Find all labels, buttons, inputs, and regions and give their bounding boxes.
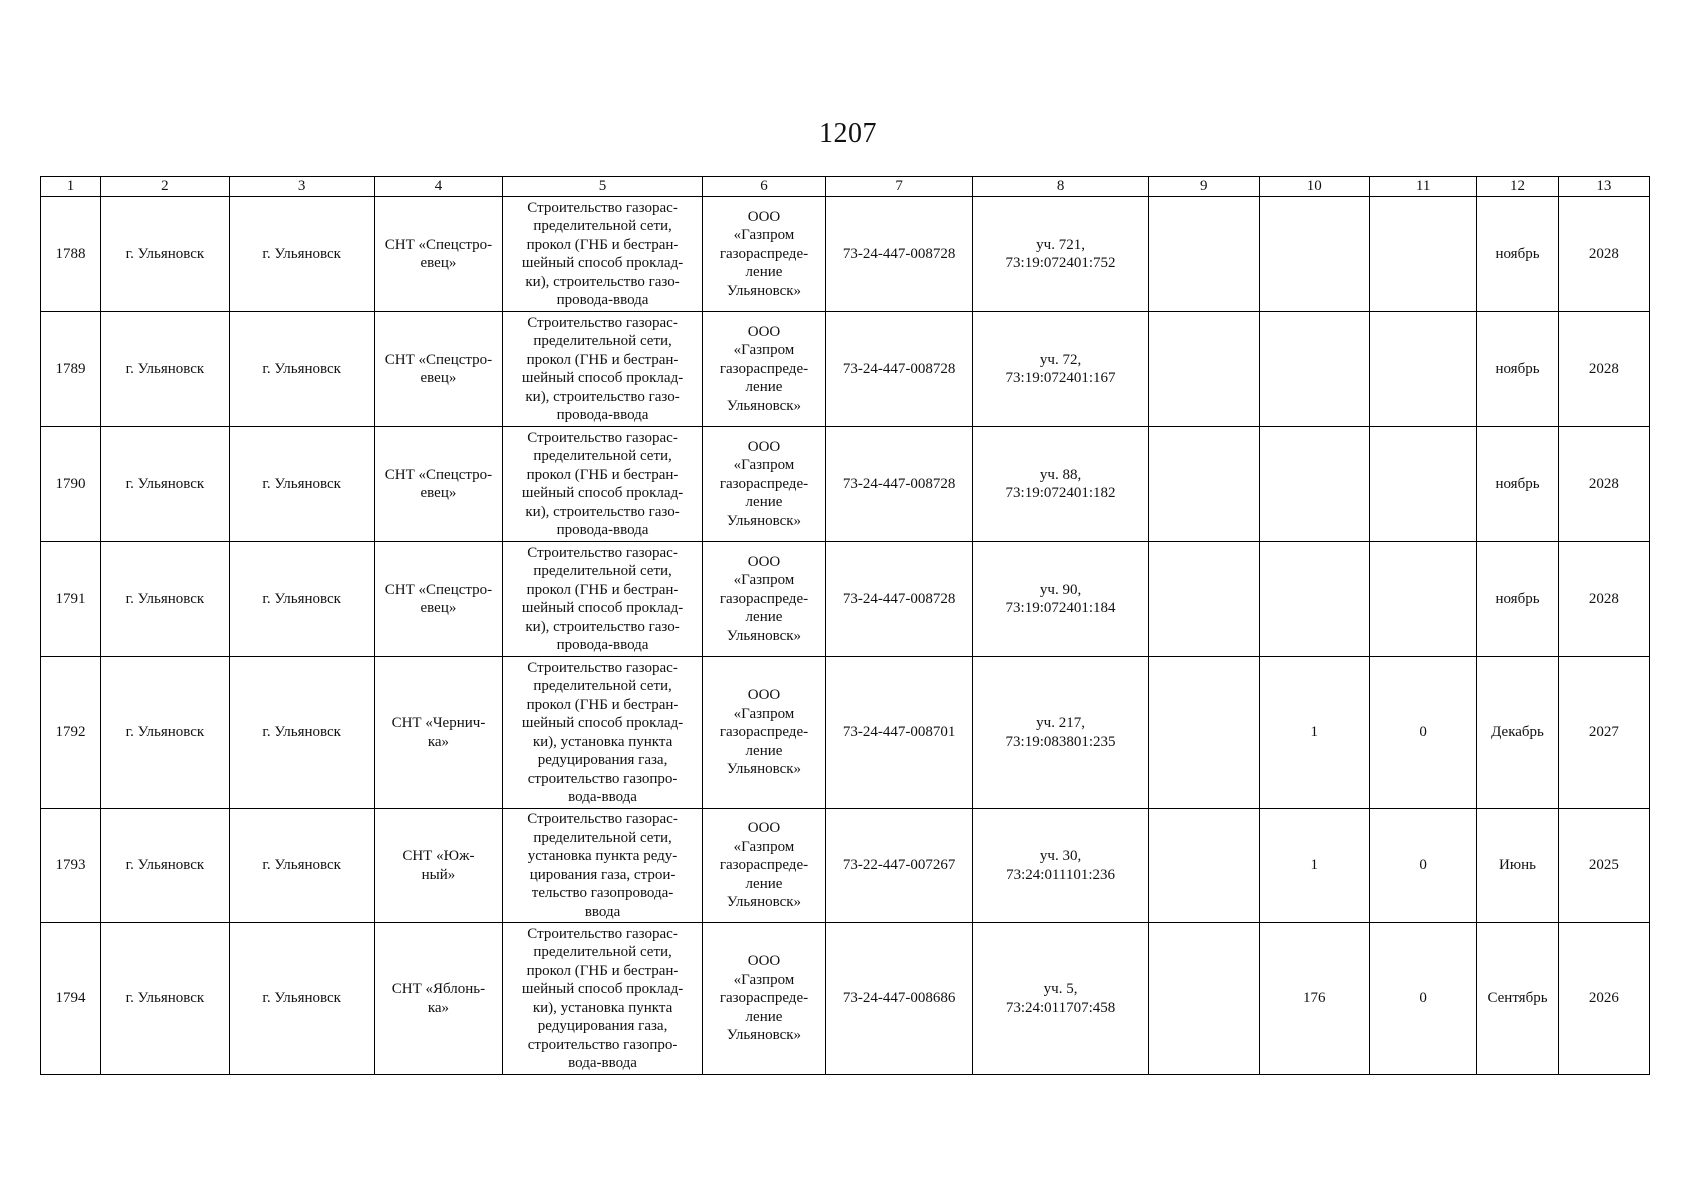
city-cell: г. Ульяновск	[101, 923, 230, 1075]
col10-cell: 176	[1259, 923, 1369, 1075]
col11-cell	[1369, 312, 1476, 427]
table-row	[41, 197, 1650, 312]
col10-cell	[1259, 427, 1369, 542]
month-cell: ноябрь	[1477, 197, 1559, 312]
column-header: 6	[702, 177, 825, 197]
col11-cell	[1369, 542, 1476, 657]
organization-cell: ООО «Газпром газораспреде- ление Ульяновск»	[702, 312, 825, 427]
row-number: 1791	[41, 542, 101, 657]
city-cell: г. Ульяновск	[101, 197, 230, 312]
snt-cell: СНТ «Яблонь- ка»	[374, 923, 503, 1075]
col11-cell: 0	[1369, 657, 1476, 809]
district-cell: г. Ульяновск	[229, 197, 374, 312]
organization-cell: ООО «Газпром газораспреде- ление Ульяновск»	[702, 542, 825, 657]
city-cell: г. Ульяновск	[101, 427, 230, 542]
year-cell: 2028	[1558, 197, 1649, 312]
snt-cell: СНТ «Спецстро- евец»	[374, 542, 503, 657]
works-cell: Строительство газорас- пределительной сети, прокол (ГНБ и бестран- шейный способ проклад- ки), установка пункта редуцирования газа, строительство газопро- вода-ввода	[503, 923, 703, 1075]
column-header: 11	[1369, 177, 1476, 197]
month-cell: ноябрь	[1477, 312, 1559, 427]
table-row	[41, 809, 1650, 923]
snt-cell: СНТ «Юж- ный»	[374, 809, 503, 923]
district-cell: г. Ульяновск	[229, 657, 374, 809]
works-cell: Строительство газорас- пределительной сети, прокол (ГНБ и бестран- шейный способ проклад- ки), строительство газо- провода-ввода	[503, 542, 703, 657]
row-number: 1789	[41, 312, 101, 427]
code-cell: 73-24-447-008728	[826, 312, 973, 427]
month-cell: ноябрь	[1477, 427, 1559, 542]
column-number-row	[41, 177, 1650, 197]
city-cell: г. Ульяновск	[101, 312, 230, 427]
plot-cell: уч. 721, 73:19:072401:752	[973, 197, 1149, 312]
column-header: 2	[101, 177, 230, 197]
plot-cell: уч. 5, 73:24:011707:458	[973, 923, 1149, 1075]
column-header: 4	[374, 177, 503, 197]
row-number: 1793	[41, 809, 101, 923]
district-cell: г. Ульяновск	[229, 427, 374, 542]
col10-cell: 1	[1259, 809, 1369, 923]
col11-cell: 0	[1369, 809, 1476, 923]
code-cell: 73-24-447-008728	[826, 542, 973, 657]
col10-cell	[1259, 542, 1369, 657]
col9-cell	[1149, 809, 1259, 923]
code-cell: 73-24-447-008701	[826, 657, 973, 809]
plot-cell: уч. 90, 73:19:072401:184	[973, 542, 1149, 657]
city-cell: г. Ульяновск	[101, 657, 230, 809]
snt-cell: СНТ «Спецстро- евец»	[374, 197, 503, 312]
table-row	[41, 542, 1650, 657]
works-cell: Строительство газорас- пределительной сети, прокол (ГНБ и бестран- шейный способ проклад- ки), строительство газо- провода-ввода	[503, 312, 703, 427]
snt-cell: СНТ «Спецстро- евец»	[374, 427, 503, 542]
organization-cell: ООО «Газпром газораспреде- ление Ульяновск»	[702, 923, 825, 1075]
row-number: 1788	[41, 197, 101, 312]
month-cell: Декабрь	[1477, 657, 1559, 809]
plot-cell: уч. 217, 73:19:083801:235	[973, 657, 1149, 809]
row-number: 1792	[41, 657, 101, 809]
col9-cell	[1149, 427, 1259, 542]
table-row	[41, 657, 1650, 809]
year-cell: 2028	[1558, 542, 1649, 657]
year-cell: 2028	[1558, 427, 1649, 542]
works-cell: Строительство газорас- пределительной сети, прокол (ГНБ и бестран- шейный способ проклад- ки), строительство газо- провода-ввода	[503, 197, 703, 312]
column-header: 7	[826, 177, 973, 197]
col9-cell	[1149, 657, 1259, 809]
works-cell: Строительство газорас- пределительной сети, прокол (ГНБ и бестран- шейный способ проклад- ки), строительство газо- провода-ввода	[503, 427, 703, 542]
organization-cell: ООО «Газпром газораспреде- ление Ульяновск»	[702, 657, 825, 809]
column-header: 8	[973, 177, 1149, 197]
col9-cell	[1149, 923, 1259, 1075]
column-header: 1	[41, 177, 101, 197]
col10-cell: 1	[1259, 657, 1369, 809]
organization-cell: ООО «Газпром газораспреде- ление Ульяновск»	[702, 809, 825, 923]
plot-cell: уч. 72, 73:19:072401:167	[973, 312, 1149, 427]
page-number: 1207	[819, 118, 877, 149]
col9-cell	[1149, 312, 1259, 427]
column-header: 5	[503, 177, 703, 197]
month-cell: Сентябрь	[1477, 923, 1559, 1075]
organization-cell: ООО «Газпром газораспреде- ление Ульяновск»	[702, 427, 825, 542]
code-cell: 73-24-447-008728	[826, 197, 973, 312]
district-cell: г. Ульяновск	[229, 809, 374, 923]
col11-cell	[1369, 427, 1476, 542]
row-number: 1790	[41, 427, 101, 542]
snt-cell: СНТ «Спецстро- евец»	[374, 312, 503, 427]
code-cell: 73-24-447-008686	[826, 923, 973, 1075]
district-cell: г. Ульяновск	[229, 542, 374, 657]
row-number: 1794	[41, 923, 101, 1075]
year-cell: 2026	[1558, 923, 1649, 1075]
code-cell: 73-24-447-008728	[826, 427, 973, 542]
col10-cell	[1259, 312, 1369, 427]
year-cell: 2025	[1558, 809, 1649, 923]
table-row	[41, 923, 1650, 1075]
month-cell: ноябрь	[1477, 542, 1559, 657]
city-cell: г. Ульяновск	[101, 809, 230, 923]
column-header: 3	[229, 177, 374, 197]
year-cell: 2028	[1558, 312, 1649, 427]
works-cell: Строительство газорас- пределительной сети, установка пункта реду- цирования газа, строи- тельство газопровода- ввода	[503, 809, 703, 923]
snt-cell: СНТ «Чернич- ка»	[374, 657, 503, 809]
col10-cell	[1259, 197, 1369, 312]
table-row	[41, 312, 1650, 427]
column-header: 12	[1477, 177, 1559, 197]
organization-cell: ООО «Газпром газораспреде- ление Ульяновск»	[702, 197, 825, 312]
col9-cell	[1149, 197, 1259, 312]
district-cell: г. Ульяновск	[229, 312, 374, 427]
col11-cell: 0	[1369, 923, 1476, 1075]
plot-cell: уч. 88, 73:19:072401:182	[973, 427, 1149, 542]
column-header: 9	[1149, 177, 1259, 197]
table-row	[41, 427, 1650, 542]
city-cell: г. Ульяновск	[101, 542, 230, 657]
column-header: 13	[1558, 177, 1649, 197]
month-cell: Июнь	[1477, 809, 1559, 923]
gas-network-table	[40, 176, 1650, 1075]
col11-cell	[1369, 197, 1476, 312]
code-cell: 73-22-447-007267	[826, 809, 973, 923]
column-header: 10	[1259, 177, 1369, 197]
col9-cell	[1149, 542, 1259, 657]
year-cell: 2027	[1558, 657, 1649, 809]
plot-cell: уч. 30, 73:24:011101:236	[973, 809, 1149, 923]
district-cell: г. Ульяновск	[229, 923, 374, 1075]
works-cell: Строительство газорас- пределительной сети, прокол (ГНБ и бестран- шейный способ проклад- ки), установка пункта редуцирования газа, строительство газопро- вода-ввода	[503, 657, 703, 809]
